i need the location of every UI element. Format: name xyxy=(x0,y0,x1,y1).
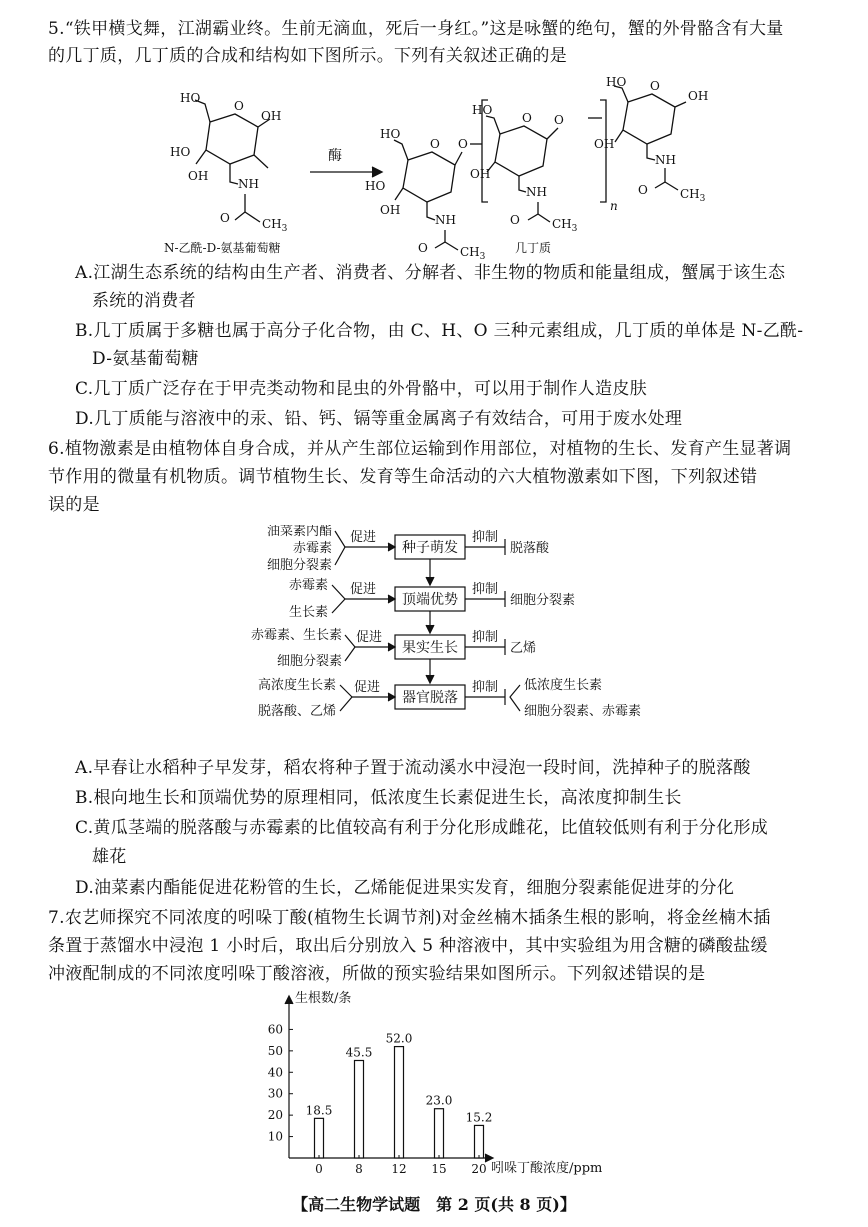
promote-label: 促进 xyxy=(350,582,377,597)
q5-option-b-cont: D-氨基葡萄糖 xyxy=(92,349,199,369)
inhibit-label: 抑制 xyxy=(472,530,499,545)
oh-label: OH xyxy=(188,169,209,183)
o-label: O xyxy=(510,213,520,227)
q5-option-d: D.几丁质能与溶液中的汞、铅、钙、镉等重金属离子有效结合，可用于废水处理 xyxy=(75,409,683,429)
hormone-label: 低浓度生长素 xyxy=(524,678,603,693)
promote-label: 促进 xyxy=(356,630,383,645)
o-label: O xyxy=(554,113,564,127)
oh-label: OH xyxy=(380,203,401,217)
box-fruit-growth: 果实生长 xyxy=(402,640,458,656)
chitin-name-label: 几丁质 xyxy=(515,241,552,255)
q6-option-a: A.早春让水稻种子早发芽，稻农将种子置于流动溪水中浸泡一段时间，洗掉种子的脱落酸 xyxy=(75,758,751,778)
bar-value-label: 45.5 xyxy=(345,1045,373,1060)
ho-label: HO xyxy=(365,179,386,193)
bar-value-label: 52.0 xyxy=(385,1031,413,1046)
o-label: O xyxy=(650,79,660,93)
o-label: O xyxy=(418,241,428,255)
inhibit-label: 抑制 xyxy=(472,582,499,597)
q5-option-b: B.几丁质属于多糖也属于高分子化合物，由 C、H、O 三种元素组成，几丁质的单体是 N-乙酰- xyxy=(75,321,804,341)
hormone-label: 生长素 xyxy=(288,605,328,620)
hormone-label: 赤霉素、生长素 xyxy=(250,628,342,643)
q7-stem-line2: 条置于蒸馏水中浸泡 1 小时后，取出后分别放入 5 种溶液中，其中实验组为用含糖的磷酸盐缓 xyxy=(48,936,768,956)
x-tick-label: 20 xyxy=(471,1162,487,1176)
page-footer: 【高二生物学试题 第 2 页(共 8 页)】 xyxy=(292,1195,576,1214)
oh-label: OH xyxy=(594,137,615,151)
q5-option-a-cont: 系统的消费者 xyxy=(92,291,196,311)
hormone-label: 赤霉素 xyxy=(288,578,328,593)
q6-stem-line2: 节作用的微量有机物质。调节植物生长、发育等生命活动的六大植物激素如下图，下列叙述错 xyxy=(48,467,758,487)
nh-label: NH xyxy=(526,185,547,199)
y-tick-label: 10 xyxy=(267,1129,283,1144)
q6-option-c-cont: 雄花 xyxy=(92,847,127,867)
enzyme-label: 酶 xyxy=(328,148,342,164)
oh-label: OH xyxy=(688,89,709,103)
y-tick-label: 20 xyxy=(267,1108,283,1123)
ho-label: HO xyxy=(380,127,401,141)
q6-option-d: D.油菜素内酯能促进花粉管的生长，乙烯能促进果实发育，细胞分裂素能促进芽的分化 xyxy=(75,878,735,898)
o-label: O xyxy=(458,137,468,151)
rooting-bar-chart xyxy=(255,988,625,1188)
bar-value-label: 15.2 xyxy=(465,1110,493,1125)
bar xyxy=(435,1109,444,1158)
ch3-label: $CH_3$ xyxy=(262,217,288,234)
o-label: O xyxy=(430,137,440,151)
x-tick-label: 8 xyxy=(355,1162,363,1176)
o-label: O xyxy=(234,99,244,113)
inhibit-label: 抑制 xyxy=(472,680,499,695)
hormone-label: 脱落酸、乙烯 xyxy=(257,704,336,719)
q7-stem-line1: 7.农艺师探究不同浓度的吲哚丁酸(植物生长调节剂)对金丝楠木插条生根的影响，将金丝楠木插 xyxy=(48,908,771,928)
bar xyxy=(395,1047,404,1158)
o-label: O xyxy=(220,211,230,225)
ch3-label: $CH_3$ xyxy=(680,187,706,204)
x-tick-label: 12 xyxy=(391,1162,407,1176)
x-tick-label: 0 xyxy=(315,1162,323,1176)
hormone-label: 赤霉素 xyxy=(292,541,332,556)
y-axis-arrow xyxy=(285,996,293,1004)
x-axis-label: 吲哚丁酸浓度/ppm xyxy=(491,1161,603,1176)
q6-stem-line1: 6.植物激素是由植物体自身合成，并从产生部位运输到作用部位，对植物的生长、发育产生显著调 xyxy=(48,439,792,459)
bar-value-label: 18.5 xyxy=(305,1103,333,1118)
monomer-name-label: N-乙酰-D-氨基葡萄糖 xyxy=(164,241,281,255)
oh-label: OH xyxy=(261,109,282,123)
q6-option-c: C.黄瓜茎端的脱落酸与赤霉素的比值较高有利于分化形成雌花，比值较低则有利于分化形成 xyxy=(75,818,769,838)
y-tick-label: 40 xyxy=(267,1065,283,1080)
x-tick-label: 15 xyxy=(431,1162,447,1176)
ho-label: HO xyxy=(472,103,493,117)
box-apical-dominance: 顶端优势 xyxy=(402,592,458,608)
nh-label: NH xyxy=(655,153,676,167)
q5-stem-line2: 的几丁质，几丁质的合成和结构如下图所示。下列有关叙述正确的是 xyxy=(48,46,567,66)
y-tick-label: 60 xyxy=(267,1022,283,1037)
hormone-label: 细胞分裂素、赤霉素 xyxy=(524,704,642,719)
promote-label: 促进 xyxy=(350,530,377,545)
oh-label: OH xyxy=(470,167,491,181)
bar xyxy=(315,1118,324,1158)
hormone-label: 细胞分裂素 xyxy=(266,558,332,573)
bar-value-label: 23.0 xyxy=(425,1093,453,1108)
q5-option-c: C.几丁质广泛存在于甲壳类动物和昆虫的外骨骼中，可以用于制作人造皮肤 xyxy=(75,379,648,399)
promote-label: 促进 xyxy=(354,680,381,695)
bar xyxy=(355,1061,364,1159)
ho-label: HO xyxy=(606,75,627,89)
hormone-label: 乙烯 xyxy=(510,641,537,656)
hormone-label: 细胞分裂素 xyxy=(510,593,576,608)
q6-option-b: B.根向地生长和顶端优势的原理相同，低浓度生长素促进生长，高浓度抑制生长 xyxy=(75,788,682,808)
hormone-label: 脱落酸 xyxy=(510,541,550,556)
hormone-label: 高浓度生长素 xyxy=(257,678,336,693)
nh-label: NH xyxy=(435,213,456,227)
o-label: O xyxy=(638,183,648,197)
y-tick-label: 30 xyxy=(267,1086,283,1101)
o-label: O xyxy=(522,111,532,125)
hormone-label: 油菜素内酯 xyxy=(266,525,332,539)
nh-label: NH xyxy=(238,177,259,191)
q7-stem-line3: 冲液配制成的不同浓度吲哚丁酸溶液，所做的预实验结果如图所示。下列叙述错误的是 xyxy=(48,964,706,984)
inhibit-label: 抑制 xyxy=(472,630,499,645)
hormone-label: 细胞分裂素 xyxy=(276,654,342,669)
q6-stem-line3: 误的是 xyxy=(48,495,100,515)
repeat-n-label: n xyxy=(610,199,618,213)
ch3-label: $CH_3$ xyxy=(460,245,486,262)
ch3-label: $CH_3$ xyxy=(552,217,578,234)
plant-hormone-diagram xyxy=(220,525,660,750)
y-axis-label: 生根数/条 xyxy=(295,991,352,1006)
ho-label: HO xyxy=(170,145,191,159)
box-organ-abscission: 器官脱落 xyxy=(402,690,458,706)
box-seed-germination: 种子萌发 xyxy=(402,540,458,556)
bar xyxy=(475,1125,484,1158)
q5-option-a: A.江湖生态系统的结构由生产者、消费者、分解者、非生物的物质和能量组成，蟹属于该生态 xyxy=(75,263,786,283)
q5-stem-line1: 5.“铁甲横戈舞，江湖霸业终。生前无滴血，死后一身红。”这是咏蟹的绝句，蟹的外骨骼含有大量 xyxy=(48,19,784,39)
chitin-synthesis-diagram xyxy=(150,72,730,262)
y-tick-label: 50 xyxy=(267,1043,283,1058)
ho-label: HO xyxy=(180,91,201,105)
